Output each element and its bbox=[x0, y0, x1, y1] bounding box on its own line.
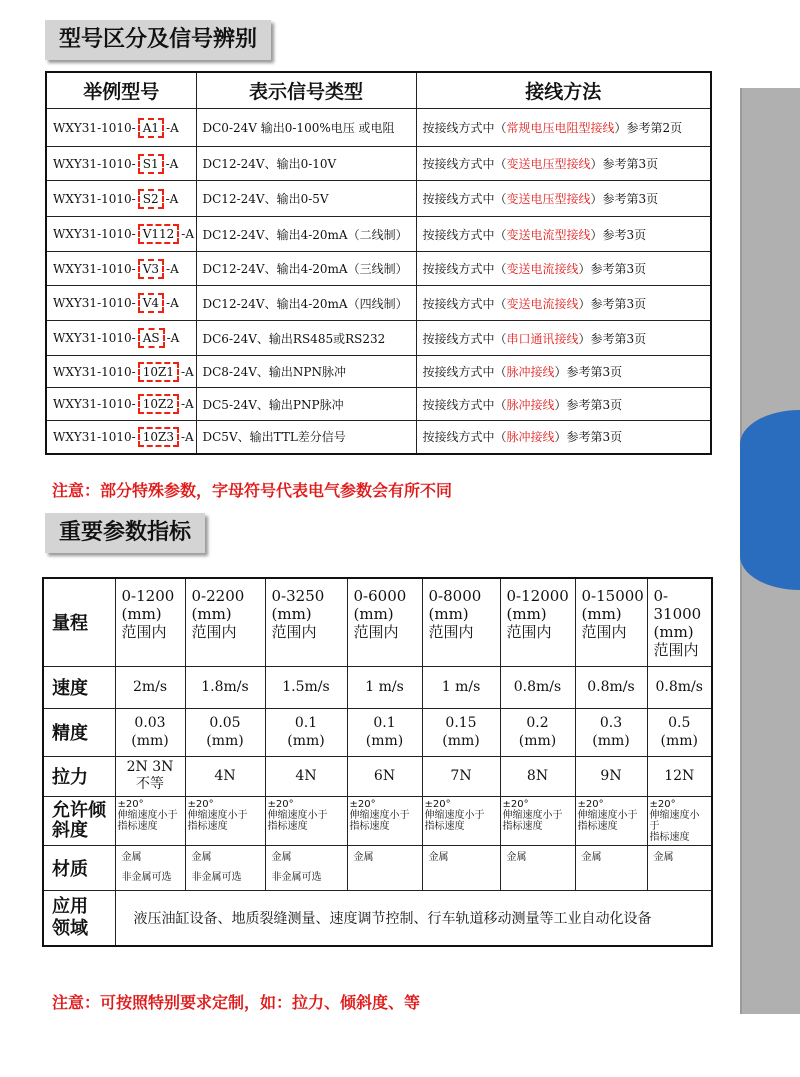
model-suffix: -A bbox=[180, 429, 194, 444]
range-cell bbox=[185, 578, 265, 666]
tilt-angle: ±20° bbox=[267, 798, 294, 810]
section-title-model: 型号区分及信号辨别 bbox=[45, 20, 271, 60]
tilt-condition-end: 指标速度 bbox=[577, 820, 618, 832]
precision-unit: (mm) bbox=[131, 733, 169, 749]
wiring-prefix: 按接线方式中（ bbox=[422, 262, 507, 276]
model-code: S1 bbox=[138, 154, 164, 174]
application-value: 液压油缸设备、地质裂缝测量、速度调节控制、行车轨道移动测量等工业自动化设备 bbox=[115, 890, 712, 946]
tilt-condition-end: 指标速度 bbox=[424, 820, 465, 832]
material-primary: 金属 bbox=[428, 851, 449, 863]
model-suffix: -A bbox=[166, 261, 179, 276]
wiring-method: 变送电流接线 bbox=[506, 262, 579, 276]
tilt-condition-end: 指标速度 bbox=[649, 831, 690, 843]
wiring-page-ref: ）参考3页 bbox=[590, 227, 647, 242]
label-application bbox=[43, 890, 115, 946]
precision-value: 0.5 bbox=[668, 715, 691, 731]
tension-cell bbox=[347, 756, 422, 796]
tension-cell bbox=[422, 756, 500, 796]
range-suffix: 范围内 bbox=[353, 623, 399, 641]
wiring-page-ref: ）参考第3页 bbox=[554, 365, 623, 379]
label-tilt-line2: 斜度 bbox=[52, 819, 88, 841]
row-tension bbox=[43, 756, 712, 796]
row-range bbox=[43, 578, 712, 666]
tilt-angle: ±20° bbox=[649, 798, 676, 810]
wiring-prefix: 按接线方式中（ bbox=[422, 192, 507, 206]
row-speed bbox=[43, 666, 712, 708]
tilt-angle: ±20° bbox=[424, 798, 451, 810]
speed-cell: 1.5m/s bbox=[265, 666, 347, 708]
wiring-page-ref: ）参考第3页 bbox=[590, 192, 659, 206]
model-code: 10Z3 bbox=[138, 427, 179, 447]
material-cell bbox=[422, 845, 500, 890]
model-prefix: WXY31-1010- bbox=[53, 331, 136, 345]
signal-table-row bbox=[46, 252, 711, 286]
range-unit: (mm) bbox=[271, 605, 312, 623]
precision-unit: (mm) bbox=[206, 733, 244, 749]
speed-cell: 0.8m/s bbox=[647, 666, 712, 708]
wiring-prefix: 按接线方式中（ bbox=[422, 157, 507, 171]
tension-cell bbox=[500, 756, 575, 796]
tension-value: 8N bbox=[526, 767, 549, 784]
wiring-method: 变送电压型接线 bbox=[506, 157, 591, 171]
model-cell bbox=[46, 252, 196, 286]
header-model: 举例型号 bbox=[46, 72, 196, 109]
wiring-page-ref: ）参考第2页 bbox=[614, 121, 683, 135]
signal-table-row bbox=[46, 109, 711, 147]
wiring-cell bbox=[416, 421, 711, 454]
material-cell bbox=[265, 845, 347, 890]
tilt-cell bbox=[347, 796, 422, 845]
signal-cell: DC12-24V、输出0-5V bbox=[196, 181, 416, 217]
wiring-prefix: 按接线方式中（ bbox=[422, 331, 507, 346]
range-unit: (mm) bbox=[353, 605, 394, 623]
tension-value: 2N 3N bbox=[126, 759, 174, 775]
section-title-params: 重要参数指标 bbox=[45, 513, 205, 553]
range-unit: (mm) bbox=[191, 605, 232, 623]
wiring-method: 变送电流接线 bbox=[506, 296, 579, 311]
tension-note: 不等 bbox=[136, 776, 164, 792]
wiring-method: 常规电压电阻型接线 bbox=[506, 121, 615, 135]
note-customization: 注意：可按照特别要求定制，如：拉力、倾斜度、等 bbox=[52, 993, 421, 1012]
speed-cell: 1 m/s bbox=[347, 666, 422, 708]
speed-cell: 0.8m/s bbox=[575, 666, 647, 708]
tilt-condition: 伸缩速度小于 bbox=[424, 809, 485, 821]
label-application-line2: 领域 bbox=[52, 917, 88, 939]
tilt-cell bbox=[575, 796, 647, 845]
model-suffix: -A bbox=[166, 331, 180, 345]
model-suffix: -A bbox=[166, 120, 179, 135]
range-unit: (mm) bbox=[428, 605, 469, 623]
tilt-condition: 伸缩速度小于 bbox=[649, 809, 700, 832]
tilt-condition-end: 指标速度 bbox=[267, 820, 308, 832]
material-optional: 非金属可选 bbox=[121, 871, 172, 883]
material-cell bbox=[185, 845, 265, 890]
precision-cell bbox=[500, 708, 575, 756]
tilt-condition: 伸缩速度小于 bbox=[187, 809, 248, 821]
material-primary: 金属 bbox=[653, 851, 674, 863]
model-suffix: -A bbox=[166, 296, 179, 310]
signal-table-header bbox=[46, 72, 711, 109]
range-unit: (mm) bbox=[581, 605, 622, 623]
params-table bbox=[42, 577, 713, 947]
signal-table-row bbox=[46, 388, 711, 421]
range-suffix: 范围内 bbox=[581, 623, 627, 641]
wiring-cell bbox=[416, 388, 711, 421]
tilt-angle: ±20° bbox=[502, 798, 529, 810]
label-range: 量程 bbox=[43, 578, 115, 666]
wiring-method: 脉冲接线 bbox=[506, 397, 555, 412]
model-code: V112 bbox=[138, 224, 180, 244]
material-primary: 金属 bbox=[191, 851, 212, 863]
model-suffix: -A bbox=[165, 191, 179, 206]
range-unit: (mm) bbox=[121, 605, 162, 623]
precision-value: 0.3 bbox=[599, 715, 623, 731]
range-suffix: 范围内 bbox=[191, 623, 237, 641]
material-optional: 非金属可选 bbox=[271, 871, 322, 883]
signal-cell: DC12-24V、输出4-20mA（三线制） bbox=[196, 252, 416, 286]
speed-cell: 1.8m/s bbox=[185, 666, 265, 708]
signal-cell: DC12-24V、输出4-20mA（二线制） bbox=[196, 217, 416, 252]
range-value: 0-8000 bbox=[428, 587, 482, 605]
range-value: 0-15000 bbox=[581, 587, 644, 605]
tilt-cell bbox=[647, 796, 712, 845]
wiring-method: 脉冲接线 bbox=[506, 365, 555, 379]
range-suffix: 范围内 bbox=[271, 623, 317, 641]
precision-cell bbox=[422, 708, 500, 756]
model-cell bbox=[46, 286, 196, 321]
range-cell bbox=[265, 578, 347, 666]
label-material: 材质 bbox=[43, 845, 115, 890]
label-tension: 拉力 bbox=[43, 756, 115, 796]
signal-table-row bbox=[46, 356, 711, 388]
precision-value: 0.03 bbox=[134, 715, 166, 731]
precision-cell bbox=[115, 708, 185, 756]
precision-cell bbox=[265, 708, 347, 756]
model-suffix: -A bbox=[165, 156, 179, 171]
model-prefix: WXY31-1010- bbox=[53, 261, 136, 276]
signal-table-row bbox=[46, 421, 711, 454]
range-cell bbox=[115, 578, 185, 666]
model-cell bbox=[46, 388, 196, 421]
material-cell bbox=[347, 845, 422, 890]
precision-unit: (mm) bbox=[365, 733, 404, 749]
tilt-cell bbox=[115, 796, 185, 845]
row-application bbox=[43, 890, 712, 946]
precision-unit: (mm) bbox=[660, 733, 698, 749]
range-unit: (mm) bbox=[653, 623, 694, 641]
wiring-prefix: 按接线方式中（ bbox=[422, 430, 507, 445]
model-cell bbox=[46, 181, 196, 217]
model-cell bbox=[46, 147, 196, 181]
range-value: 0-12000 bbox=[506, 587, 569, 605]
model-code: V3 bbox=[138, 259, 164, 279]
wiring-method: 串口通讯接线 bbox=[506, 331, 579, 346]
material-cell bbox=[575, 845, 647, 890]
signal-table-row bbox=[46, 286, 711, 321]
wiring-cell bbox=[416, 321, 711, 356]
speed-cell: 1 m/s bbox=[422, 666, 500, 708]
range-suffix: 范围内 bbox=[121, 623, 167, 641]
wiring-prefix: 按接线方式中（ bbox=[422, 296, 507, 311]
model-suffix: -A bbox=[180, 364, 194, 379]
tilt-condition: 伸缩速度小于 bbox=[349, 809, 410, 821]
wiring-prefix: 按接线方式中（ bbox=[422, 365, 507, 379]
material-primary: 金属 bbox=[353, 851, 374, 863]
wiring-cell bbox=[416, 286, 711, 321]
material-cell bbox=[115, 845, 185, 890]
tilt-condition: 伸缩速度小于 bbox=[577, 809, 638, 821]
tilt-angle: ±20° bbox=[577, 798, 604, 810]
model-prefix: WXY31-1010- bbox=[53, 296, 136, 310]
model-cell bbox=[46, 217, 196, 252]
range-suffix: 范围内 bbox=[653, 641, 699, 659]
wiring-method: 变送电压型接线 bbox=[506, 192, 591, 206]
precision-unit: (mm) bbox=[442, 733, 480, 749]
signal-cell: DC0-24V 输出0-100%电压 或电阻 bbox=[196, 109, 416, 147]
precision-value: 0.1 bbox=[373, 715, 396, 731]
row-material bbox=[43, 845, 712, 890]
range-cell bbox=[500, 578, 575, 666]
range-suffix: 范围内 bbox=[506, 623, 552, 641]
row-precision bbox=[43, 708, 712, 756]
wiring-page-ref: ）参考第3页 bbox=[554, 397, 623, 412]
signal-table bbox=[45, 71, 712, 455]
model-code: V4 bbox=[138, 293, 164, 313]
range-unit: (mm) bbox=[506, 605, 547, 623]
signal-table-row bbox=[46, 321, 711, 356]
speed-cell: 0.8m/s bbox=[500, 666, 575, 708]
wiring-method: 变送电流型接线 bbox=[506, 227, 591, 242]
tilt-condition: 伸缩速度小于 bbox=[267, 809, 328, 821]
label-application-line1: 应用 bbox=[52, 895, 88, 917]
wiring-cell bbox=[416, 217, 711, 252]
label-precision: 精度 bbox=[43, 708, 115, 756]
material-primary: 金属 bbox=[271, 851, 292, 863]
model-cell bbox=[46, 356, 196, 388]
range-value: 0-2200 bbox=[191, 587, 245, 605]
tilt-condition-end: 指标速度 bbox=[117, 820, 158, 832]
label-tilt bbox=[43, 796, 115, 845]
signal-cell: DC6-24V、输出RS485或RS232 bbox=[196, 321, 416, 356]
tension-cell bbox=[185, 756, 265, 796]
model-prefix: WXY31-1010- bbox=[53, 364, 136, 379]
wiring-page-ref: ）参考第3页 bbox=[578, 331, 647, 346]
precision-cell bbox=[185, 708, 265, 756]
tension-value: 4N bbox=[214, 767, 236, 784]
precision-cell bbox=[647, 708, 712, 756]
wiring-prefix: 按接线方式中（ bbox=[422, 397, 507, 412]
model-suffix: -A bbox=[180, 397, 194, 411]
label-speed: 速度 bbox=[43, 666, 115, 708]
wiring-cell bbox=[416, 252, 711, 286]
precision-unit: (mm) bbox=[592, 733, 630, 749]
tension-cell bbox=[115, 756, 185, 796]
model-prefix: WXY31-1010- bbox=[53, 227, 136, 241]
tilt-condition: 伸缩速度小于 bbox=[502, 809, 563, 821]
wiring-method: 脉冲接线 bbox=[506, 430, 555, 445]
precision-value: 0.05 bbox=[209, 715, 241, 731]
wiring-cell bbox=[416, 147, 711, 181]
tilt-angle: ±20° bbox=[187, 798, 214, 810]
material-primary: 金属 bbox=[506, 851, 527, 863]
model-prefix: WXY31-1010- bbox=[53, 191, 136, 206]
tilt-condition-end: 指标速度 bbox=[502, 820, 543, 832]
material-primary: 金属 bbox=[121, 851, 142, 863]
model-cell bbox=[46, 421, 196, 454]
model-code: 10Z2 bbox=[138, 394, 179, 414]
model-code: AS bbox=[138, 328, 165, 348]
speed-cell: 2m/s bbox=[115, 666, 185, 708]
range-suffix: 范围内 bbox=[428, 623, 474, 641]
precision-value: 0.1 bbox=[294, 715, 318, 731]
material-cell bbox=[647, 845, 712, 890]
precision-cell bbox=[575, 708, 647, 756]
precision-value: 0.2 bbox=[526, 715, 549, 731]
tension-value: 4N bbox=[295, 767, 317, 784]
range-cell bbox=[647, 578, 712, 666]
signal-cell: DC5-24V、输出PNP脉冲 bbox=[196, 388, 416, 421]
model-prefix: WXY31-1010- bbox=[53, 429, 136, 444]
model-prefix: WXY31-1010- bbox=[53, 397, 136, 411]
range-value: 0-6000 bbox=[353, 587, 407, 605]
header-wiring: 接线方法 bbox=[416, 72, 711, 109]
tension-value: 7N bbox=[450, 767, 472, 784]
tilt-condition-end: 指标速度 bbox=[187, 820, 228, 832]
tilt-condition-end: 指标速度 bbox=[349, 820, 390, 832]
signal-table-row bbox=[46, 217, 711, 252]
precision-cell bbox=[347, 708, 422, 756]
model-prefix: WXY31-1010- bbox=[53, 156, 136, 171]
model-suffix: -A bbox=[181, 227, 195, 241]
sidebar-blue-tab bbox=[740, 410, 800, 590]
material-optional: 非金属可选 bbox=[191, 871, 242, 883]
tension-value: 6N bbox=[373, 767, 396, 784]
tension-cell bbox=[265, 756, 347, 796]
tilt-angle: ±20° bbox=[117, 798, 144, 810]
range-value: 0-31000 bbox=[653, 587, 702, 623]
tension-value: 9N bbox=[600, 767, 622, 784]
wiring-page-ref: ）参考第3页 bbox=[590, 157, 659, 171]
tilt-cell bbox=[185, 796, 265, 845]
tension-value: 12N bbox=[664, 767, 695, 784]
signal-table-row bbox=[46, 181, 711, 217]
signal-cell: DC12-24V、输出0-10V bbox=[196, 147, 416, 181]
model-code: S2 bbox=[138, 189, 164, 209]
range-cell bbox=[422, 578, 500, 666]
wiring-cell bbox=[416, 356, 711, 388]
signal-cell: DC12-24V、输出4-20mA（四线制） bbox=[196, 286, 416, 321]
wiring-cell bbox=[416, 109, 711, 147]
tilt-cell bbox=[500, 796, 575, 845]
model-code: 10Z1 bbox=[138, 362, 179, 382]
row-tilt bbox=[43, 796, 712, 845]
precision-unit: (mm) bbox=[287, 733, 325, 749]
tension-cell bbox=[575, 756, 647, 796]
label-tilt-line1: 允许倾 bbox=[52, 799, 106, 821]
wiring-page-ref: ）参考第3页 bbox=[578, 262, 647, 276]
range-cell bbox=[347, 578, 422, 666]
tilt-angle: ±20° bbox=[349, 798, 376, 810]
tilt-cell bbox=[422, 796, 500, 845]
range-value: 0-3250 bbox=[271, 587, 325, 605]
material-primary: 金属 bbox=[581, 851, 602, 863]
tension-cell bbox=[647, 756, 712, 796]
tilt-cell bbox=[265, 796, 347, 845]
model-cell bbox=[46, 321, 196, 356]
range-value: 0-1200 bbox=[121, 587, 175, 605]
range-cell bbox=[575, 578, 647, 666]
model-code: A1 bbox=[138, 118, 164, 138]
precision-unit: (mm) bbox=[518, 733, 557, 749]
precision-value: 0.15 bbox=[445, 715, 477, 731]
signal-cell: DC5V、输出TTL差分信号 bbox=[196, 421, 416, 454]
note-special-params: 注意：部分特殊参数，字母符号代表电气参数会有所不同 bbox=[52, 481, 453, 500]
model-prefix: WXY31-1010- bbox=[53, 120, 136, 135]
wiring-prefix: 按接线方式中（ bbox=[422, 227, 507, 242]
wiring-prefix: 按接线方式中（ bbox=[422, 121, 507, 135]
wiring-page-ref: ）参考第3页 bbox=[578, 296, 647, 311]
material-cell bbox=[500, 845, 575, 890]
signal-cell: DC8-24V、输出NPN脉冲 bbox=[196, 356, 416, 388]
model-cell bbox=[46, 109, 196, 147]
signal-table-row bbox=[46, 147, 711, 181]
wiring-page-ref: ）参考第3页 bbox=[554, 430, 623, 445]
header-signal: 表示信号类型 bbox=[196, 72, 416, 109]
wiring-cell bbox=[416, 181, 711, 217]
tilt-condition: 伸缩速度小于 bbox=[117, 809, 178, 821]
